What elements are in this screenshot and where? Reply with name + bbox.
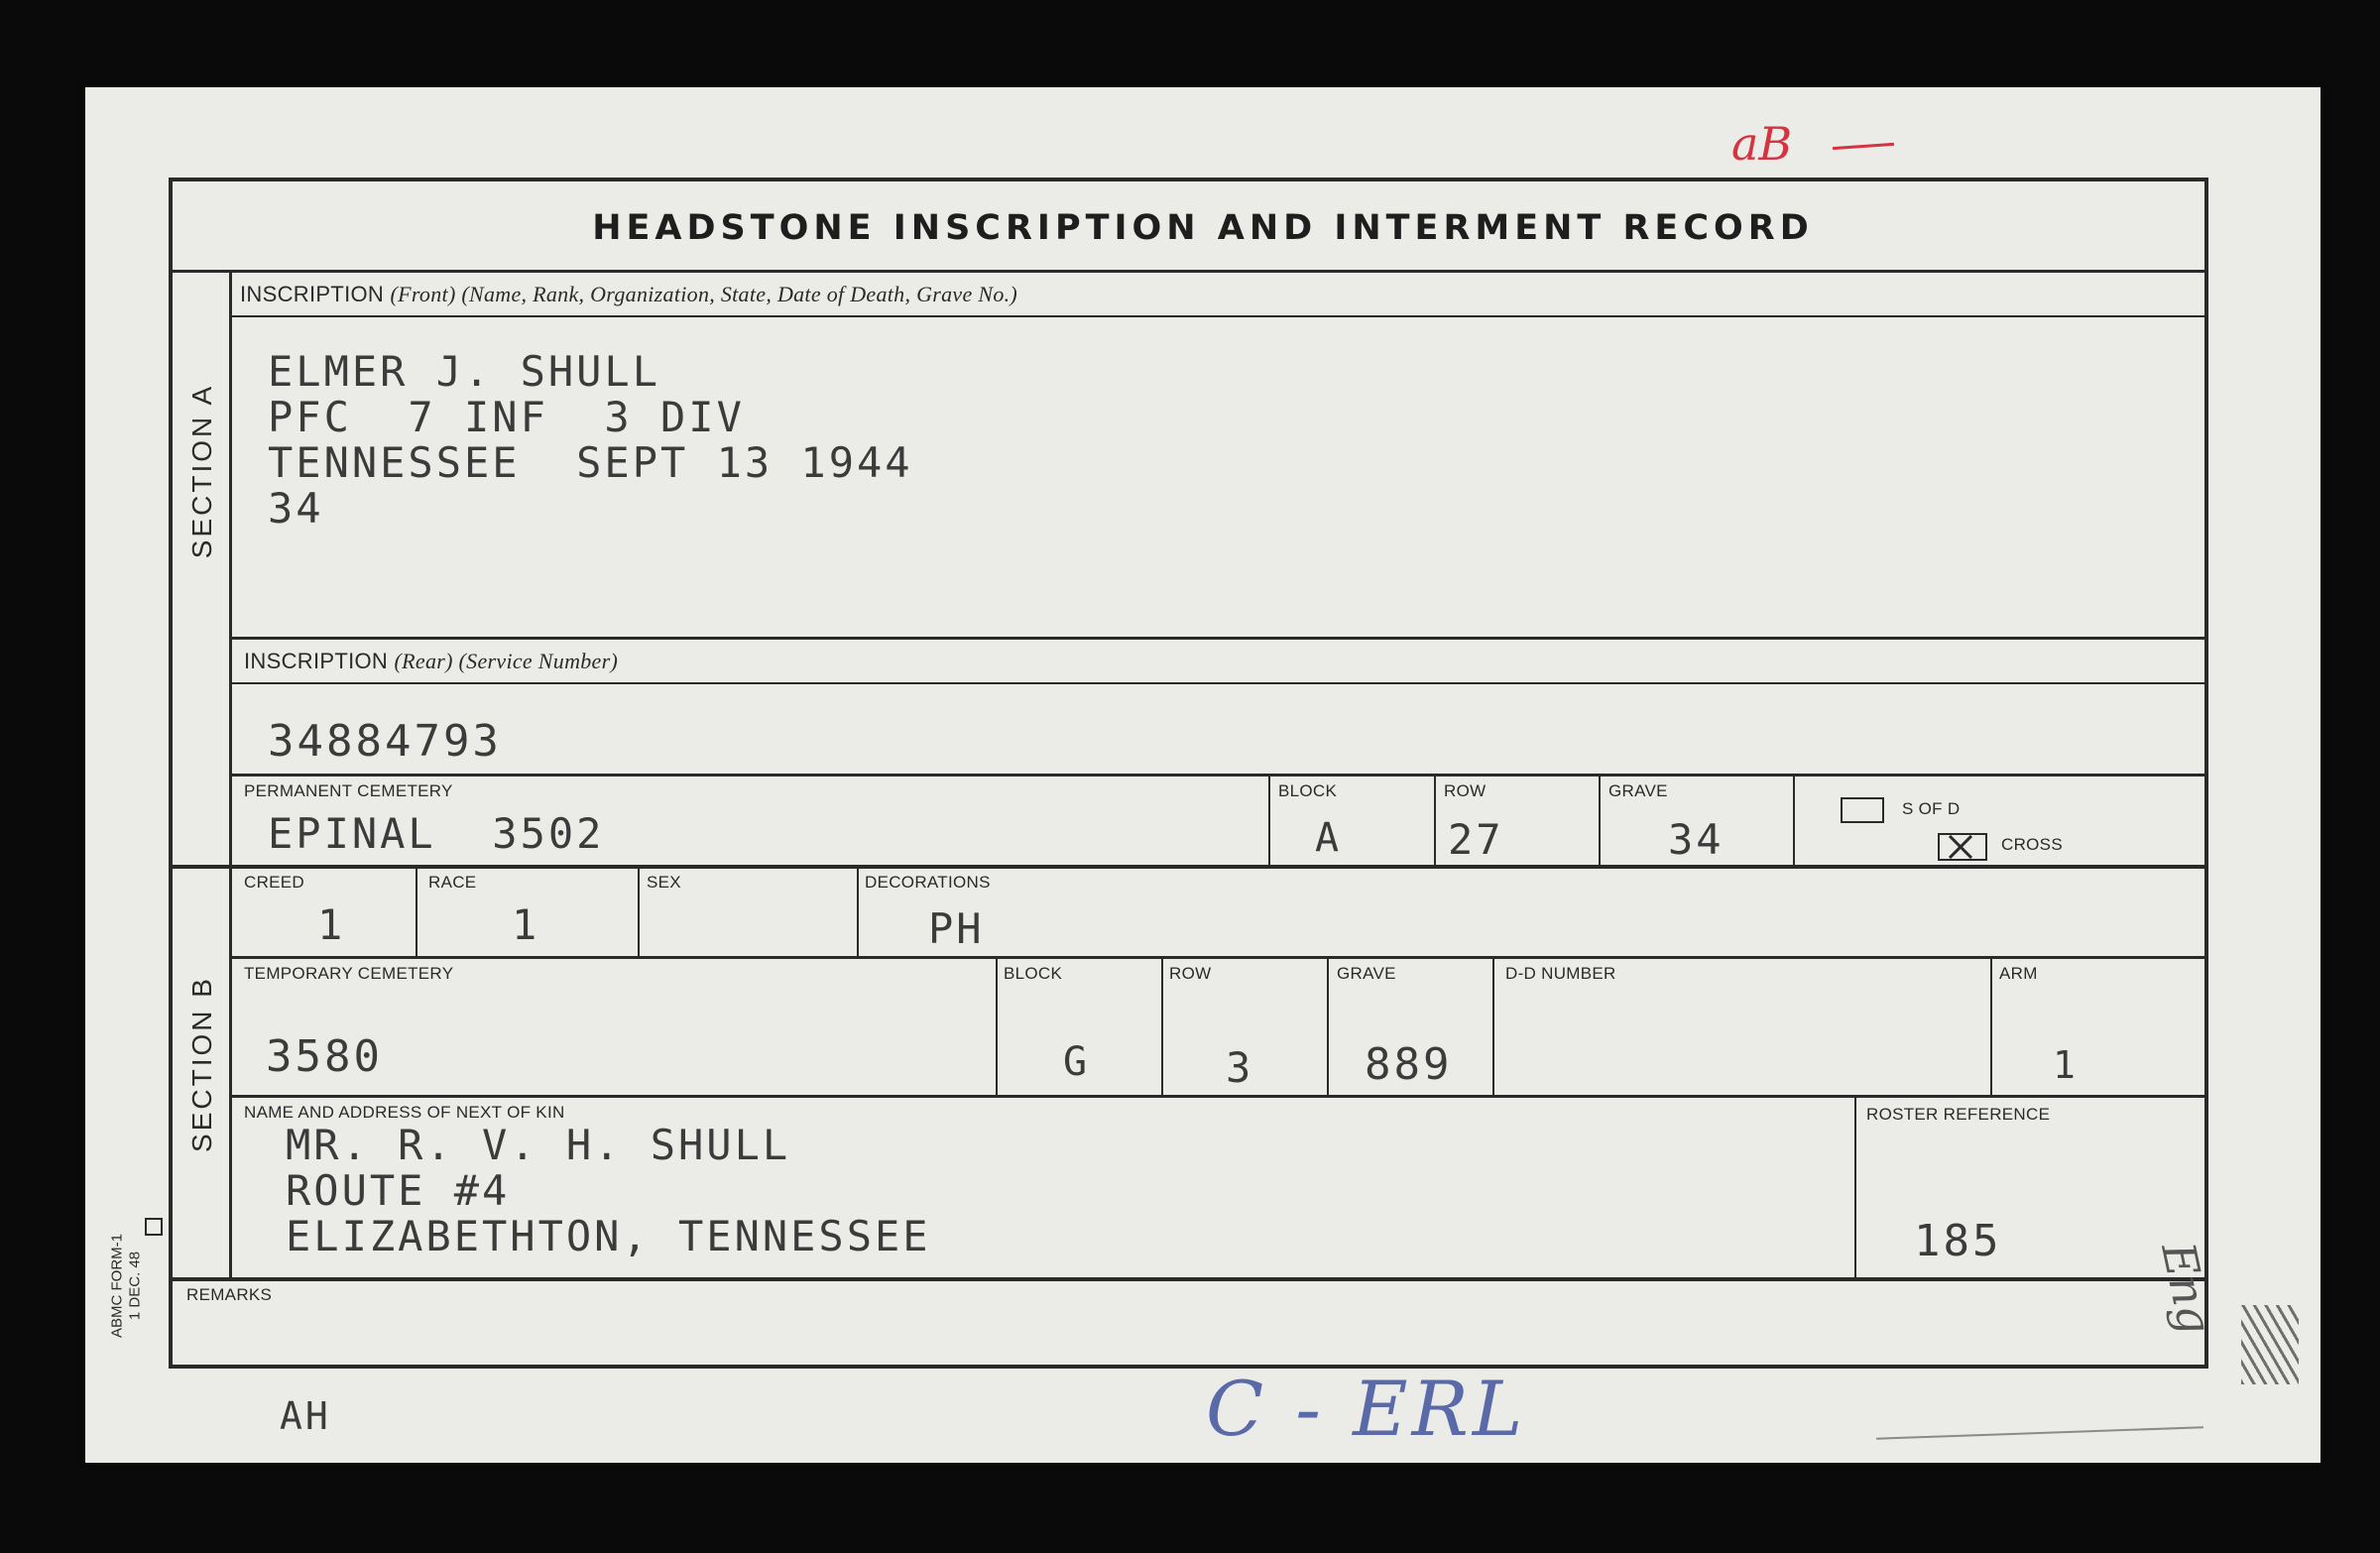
divider-grave-perm [1599,774,1601,867]
divider-sex [638,867,640,958]
checkmark-x-icon [1940,835,1985,859]
temporary-row-value: 3 [1226,1043,1254,1092]
record-card [85,87,2320,1463]
decorations-value: PH [928,904,985,953]
cross-label: CROSS [2001,835,2063,854]
arm-value: 1 [2053,1043,2079,1087]
permanent-grave-value: 34 [1668,815,1725,864]
bottom-left-initials: AH [280,1394,331,1438]
rule-under-temporary [232,1095,2204,1098]
cross-checkbox[interactable] [1938,833,1987,861]
inscription-front-line-3: TENNESSEE SEPT 13 1944 [268,438,913,487]
permanent-grave-label: GRAVE [1608,781,1668,800]
arm-label: ARM [1999,964,2038,983]
side-scribble-marks [2241,1305,2299,1384]
divider-decorations [857,867,859,958]
next-of-kin-label: NAME AND ADDRESS OF NEXT OF KIN [244,1103,565,1122]
temporary-grave-value: 889 [1365,1039,1453,1090]
permanent-cemetery-label: PERMANENT CEMETERY [244,781,453,800]
rule-under-rear [232,774,2204,776]
divider-type-perm [1793,774,1795,867]
form-title: HEADSTONE INSCRIPTION AND INTERMENT RECORD [592,208,1814,248]
permanent-row-value: 27 [1448,815,1504,864]
top-annotation: aB [1731,117,1793,171]
remarks-label: REMARKS [186,1285,273,1304]
form-date: 1 DEC. 48 [126,1251,144,1321]
temporary-block-label: BLOCK [1004,964,1063,983]
rule-under-rear-label [232,682,2204,684]
temporary-grave-label: GRAVE [1337,964,1396,983]
roster-reference-label: ROSTER REFERENCE [1866,1105,2051,1124]
bottom-pencil-line [1876,1426,2203,1440]
creed-label: CREED [244,873,305,892]
divider-row-perm [1434,774,1436,867]
form-id-checkbox [145,1218,163,1236]
temporary-cemetery-label: TEMPORARY CEMETERY [244,964,454,983]
rule-under-front-label [232,315,2204,317]
s-of-d-label: S OF D [1902,799,1961,818]
permanent-block-label: BLOCK [1278,781,1338,800]
dd-number-label: D-D NUMBER [1505,964,1616,983]
inscription-rear-label: INSCRIPTION (Rear) (Service Number) [244,649,619,673]
decorations-label: DECORATIONS [865,873,991,892]
inscription-front-line-2: PFC 7 INF 3 DIV [268,393,745,441]
annotation-underline [1833,143,1894,150]
divider-arm-temp [1990,958,1992,1097]
form-id: ABMC FORM-1 [108,1234,126,1338]
rule-above-remarks [173,1277,2204,1281]
next-of-kin-line-2: ROUTE #4 [286,1166,511,1215]
race-value: 1 [512,900,540,949]
roster-reference-value: 185 [1914,1216,2002,1266]
bottom-handwriting: C - ERL [1206,1365,1527,1453]
temporary-cemetery-value: 3580 [266,1031,383,1082]
temporary-row-label: ROW [1169,964,1212,983]
permanent-block-value: A [1315,815,1343,861]
divider-roster [1854,1097,1856,1279]
s-of-d-checkbox[interactable] [1841,797,1884,823]
section-b-label: SECTION B [186,976,217,1152]
rule-under-title [173,270,2204,273]
rule-section-split [173,865,2204,869]
race-label: RACE [428,873,477,892]
divider-row-temp [1161,958,1163,1097]
side-scribble: Eng [2151,1238,2223,1339]
divider-race [416,867,417,958]
divider-block-perm [1268,774,1270,867]
service-number: 34884793 [268,716,502,767]
permanent-cemetery-value: EPINAL 3502 [268,809,605,858]
divider-grave-temp [1327,958,1329,1097]
divider-dd-temp [1492,958,1494,1097]
inscription-front-line-4: 34 [268,484,324,533]
inscription-front-line-1: ELMER J. SHULL [268,347,661,396]
divider-block-temp [996,958,998,1097]
creed-value: 1 [317,900,346,949]
inscription-front-label: INSCRIPTION (Front) (Name, Rank, Organization, State, Date of Death, Grave No.) [240,282,1018,306]
permanent-row-label: ROW [1444,781,1487,800]
next-of-kin-line-1: MR. R. V. H. SHULL [286,1121,791,1169]
next-of-kin-line-3: ELIZABETHTON, TENNESSEE [286,1212,931,1260]
rule-under-personal [232,956,2204,959]
sex-label: SEX [647,873,681,892]
section-column-divider [229,270,232,1279]
section-a-label: SECTION A [186,383,217,559]
rule-under-front [232,637,2204,640]
temporary-block-value: G [1063,1039,1091,1085]
